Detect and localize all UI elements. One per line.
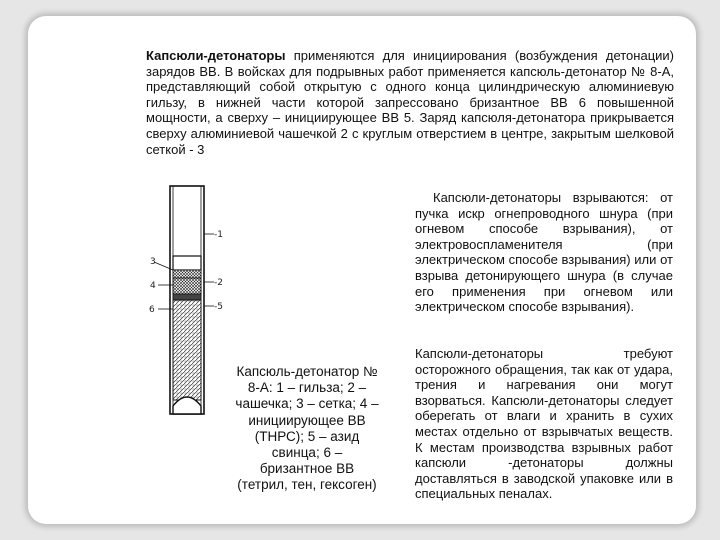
detonator-diagram	[148, 184, 228, 454]
figure-caption: Капсюль-детонатор № 8-А: 1 – гильза; 2 – чашечка; 3 – сетка; 4 – инициирующее ВВ (ТНРС); 5 – азид свинца; 6 – бризантное ВВ (тетрил, тен, гексоген)	[235, 364, 379, 493]
label-cup: -2	[214, 278, 223, 288]
label-secondary: 6	[149, 305, 155, 315]
intro-lead-term: Капсюли-детонаторы	[146, 48, 286, 63]
label-initiating: 4	[150, 281, 156, 291]
cup-layer	[173, 256, 201, 270]
secondary-charge	[173, 300, 201, 400]
label-mesh: 3	[150, 257, 156, 267]
slide	[28, 16, 696, 524]
mesh-layer	[173, 270, 201, 278]
intro-text: применяются для инициирования (возбуждения детонации) зарядов ВВ. В войсках для подрывных работ применяется капсюль-детонатор № 8-А, представляющий собой открытую с одного конца цилиндрическую алюминиевую гильзу, в нижней части которой запрессовано бризантное ВВ 6 повышенной мощности, а сверху – инициирующее ВВ 5. Заряд капсюля-детонатора прикрывается сверху алюминиевой чашечкой 2 с круглым отверстием в центре, закрытым шелковой сеткой - 3	[146, 48, 674, 157]
initiation-paragraph: Капсюли-детонаторы взрываются: от пучка искр огнепроводного шнура (при огневом способе взрывания), от электровоспламенителя (при электрическом способе взрывания) или от взрыва детонирующего шнура (в случае его применения при огневом или электрическом способе взрывания).	[415, 190, 673, 315]
lead-azide-layer	[173, 294, 201, 300]
initiating-charge	[173, 278, 201, 294]
label-casing: -1	[214, 230, 223, 240]
label-azide: -5	[214, 302, 223, 312]
intro-paragraph	[146, 48, 674, 157]
handling-paragraph: Капсюли-детонаторы требуют осторожного обращения, так как от удара, трения и нагревания они могут взорваться. Капсюли-детонаторы следует оберегать от влаги и хранить в сухих местах отдельно от взрывчатых веществ. К местам производства взрывных работ капсюли -детонаторы должны доставляться в заводской упаковке или в специальных пеналах.	[415, 346, 673, 502]
